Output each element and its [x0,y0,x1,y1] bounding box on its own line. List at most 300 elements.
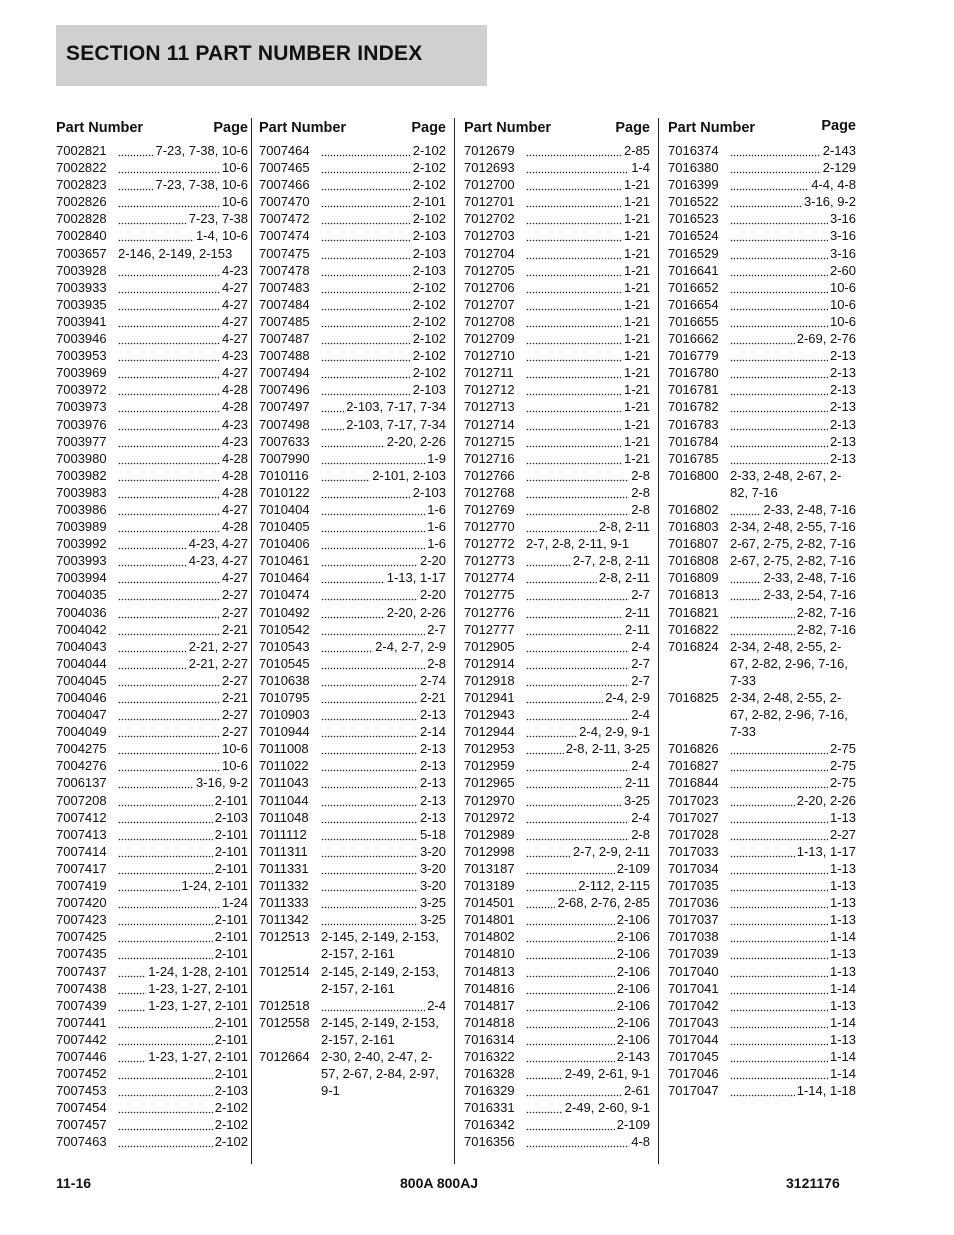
index-entry [464,416,650,433]
part-number: 7017027 [668,809,719,825]
page-refs: 2-103, 7-17, 7-34 [321,416,446,433]
part-number: 7017035 [668,878,719,894]
page-heading: Page [411,120,446,136]
index-entry [464,757,650,774]
part-number: 7017036 [668,895,719,911]
index-entry [464,826,650,843]
part-number: 7003977 [56,433,107,449]
index-entry [56,1133,248,1150]
part-number-heading: Part Number [259,120,347,136]
page-refs: 2-33, 2-54, 7-16 [730,586,856,603]
part-number: 7011332 [259,878,309,894]
index-entry [464,774,650,791]
page-refs: 2-33, 2-48, 7-16 [730,501,856,518]
page-refs: 2-13 [321,774,446,791]
part-number: 7012953 [464,741,515,757]
part-number: 7003657 [56,245,107,261]
part-number: 7011044 [259,792,309,808]
part-number: 7012998 [464,843,515,859]
index-entry [56,518,248,535]
index-entry [56,911,248,928]
index-entry [668,757,856,774]
index-entry [259,416,446,433]
page-refs: 2-106 [526,945,650,962]
part-number: 7016780 [668,365,719,381]
page-refs: 10-6 [118,757,248,774]
page-refs: 4-28 [118,450,248,467]
page-refs: 4-27 [118,296,248,313]
index-entry [668,262,856,279]
index-entry [56,1065,248,1082]
page-refs: 2-103 [118,1082,248,1099]
index-entry [56,569,248,586]
page-refs: 2-4 [526,809,650,826]
index-entry [668,347,856,364]
page-refs: 2-8 [526,826,650,843]
part-number: 7012777 [464,621,515,637]
part-number: 7012943 [464,707,515,723]
page-refs: 2-8 [321,655,446,672]
section-header [56,25,487,86]
part-number: 7017037 [668,912,719,928]
index-entry [668,638,856,689]
column-divider [658,118,659,1164]
page-refs: 3-20 [321,843,446,860]
index-entry [259,569,446,586]
page-refs: 2-13 [730,416,856,433]
part-number: 7007484 [259,296,310,312]
part-number: 7011048 [259,809,309,825]
index-entry [56,433,248,450]
index-entry [259,586,446,603]
part-number: 7010404 [259,501,310,517]
index-entry [259,142,446,159]
index-entry [464,1082,650,1099]
page-refs: 2-20, 2-26 [321,604,446,621]
part-number: 7016529 [668,245,719,261]
index-entry [668,604,856,621]
page-refs: 1-13 [730,997,856,1014]
page-refs: 1-21 [526,347,650,364]
part-number: 7012712 [464,382,515,398]
index-entry [464,877,650,894]
part-number: 7012710 [464,348,515,364]
page-refs: 1-21 [526,210,650,227]
index-entry [259,398,446,415]
index-entry [259,706,446,723]
page-refs: 1-14 [730,1014,856,1031]
index-entry [668,450,856,467]
page-refs: 2-102 [321,279,446,296]
part-number: 7012914 [464,655,515,671]
part-number: 7014816 [464,980,515,996]
part-number: 7003986 [56,501,107,517]
index-entry [56,843,248,860]
page-refs: 2-102 [321,176,446,193]
part-number: 7010464 [259,570,310,586]
index-entry [56,262,248,279]
part-number: 7012941 [464,690,515,705]
index-entry [668,997,856,1014]
column-divider [454,118,455,1164]
page-refs: 4-27 [118,364,248,381]
part-number: 7007485 [259,313,310,329]
part-number: 7014817 [464,997,515,1013]
page-refs: 2-67, 2-75, 2-82, 7-16 [730,553,856,569]
index-entry [56,928,248,945]
page-refs: 2-102 [321,296,446,313]
part-number: 7016803 [668,519,719,535]
page-refs: 1-21 [526,296,650,313]
part-number: 7016380 [668,160,719,176]
index-entry [259,740,446,757]
part-number: 7004036 [56,604,107,620]
page-refs: 2-13 [321,757,446,774]
index-rows [259,142,446,1099]
index-entry [668,1031,856,1048]
footer-model: 800A 800AJ [400,1175,479,1191]
page-refs: 2-109 [526,860,650,877]
part-number-heading: Part Number [56,120,144,136]
page-refs: 1-13 [730,1031,856,1048]
page-refs: 2-106 [526,928,650,945]
page-refs: 2-106 [526,997,650,1014]
part-number: 7014810 [464,946,515,962]
part-number: 7012513 [259,929,310,945]
index-entry [259,245,446,262]
footer-page-number: 11-16 [56,1175,92,1191]
index-entry [259,279,446,296]
index-entry [668,398,856,415]
page-refs: 1-13 [730,860,856,877]
page-refs: 1-24, 2-101 [118,877,248,894]
page-refs: 2-103 [321,245,446,262]
page-refs: 1-13 [730,809,856,826]
part-number: 7011333 [259,895,309,911]
index-entry [56,398,248,415]
index-entry [259,1048,446,1099]
part-number: 7010542 [259,621,310,637]
part-number: 7016813 [668,587,719,603]
index-entry [464,1031,650,1048]
page-refs: 2-8, 2-11 [526,569,650,586]
index-entry [259,843,446,860]
part-number: 7007208 [56,792,107,808]
part-number: 7017039 [668,946,719,962]
column-header [259,118,446,142]
index-entry [464,963,650,980]
page-refs: 2-27 [118,706,248,723]
part-number: 7016522 [668,194,719,210]
index-entry [56,689,248,706]
page-refs: 2-60 [730,262,856,279]
page-refs: 2-61 [526,1082,650,1099]
page-refs: 2-13 [321,740,446,757]
index-entry [259,1014,446,1048]
page-refs: 2-68, 2-76, 2-85 [526,894,650,911]
page-refs: 2-101 [118,1065,248,1082]
page-refs: 2-109 [526,1116,650,1133]
footer-doc-number: 3121176 [786,1175,840,1191]
part-number: 7003933 [56,279,107,295]
part-number: 7016784 [668,433,719,449]
part-number: 7003935 [56,296,107,312]
part-number: 7007466 [259,177,310,193]
page-refs: 10-6 [118,159,248,176]
page-refs: 1-9 [321,450,446,467]
index-entry [56,416,248,433]
page-refs: 2-103 [321,381,446,398]
page-refs: 1-6 [321,535,446,552]
page-refs: 2-82, 7-16 [730,604,856,621]
part-number: 7012514 [259,963,310,979]
part-number: 7017045 [668,1048,719,1064]
page-refs: 10-6 [118,740,248,757]
page-refs: 1-21 [526,193,650,210]
index-entry [56,364,248,381]
page-refs: 2-27 [730,826,856,843]
page-refs: 2-7 [321,621,446,638]
index-entry [56,1082,248,1099]
index-entry [668,330,856,347]
page-refs: 7-23, 7-38, 10-6 [118,176,248,193]
index-entry [464,928,650,945]
index-entry [464,279,650,296]
page-refs: 3-25 [321,911,446,928]
page-refs: 2-7 [526,655,650,672]
index-entry [464,364,650,381]
page-refs: 2-85 [526,142,650,159]
part-number: 7010461 [259,553,310,569]
index-entry [668,877,856,894]
part-number: 7002823 [56,177,107,193]
index-entry [668,381,856,398]
page-refs: 10-6 [730,279,856,296]
index-entry [464,672,650,689]
page-refs: 2-13 [730,381,856,398]
part-number: 7012905 [464,638,515,654]
index-entry [464,1048,650,1065]
page-refs: 1-23, 1-27, 2-101 [118,1048,248,1065]
index-entry [464,723,650,740]
page-refs: 2-106 [526,980,650,997]
part-number: 7011112 [259,826,307,842]
index-entry [668,826,856,843]
part-number: 7012713 [464,399,515,415]
part-number: 7013187 [464,860,515,876]
index-entry [259,262,446,279]
page-refs: 2-102 [321,313,446,330]
part-number: 7012970 [464,792,515,808]
page-refs: 1-6 [321,501,446,518]
index-entry [259,313,446,330]
part-number: 7003953 [56,348,107,364]
index-entry [259,792,446,809]
part-number: 7010405 [259,519,310,535]
part-number: 7012716 [464,450,515,466]
page-refs: 4-28 [118,467,248,484]
index-entry [56,450,248,467]
part-number: 7016652 [668,279,719,295]
part-number: 7003928 [56,262,107,278]
page-refs: 3-16, 9-2 [730,193,856,210]
page-refs: 10-6 [118,193,248,210]
page-refs: 2-101 [118,911,248,928]
part-number: 7012714 [464,416,515,432]
index-entry [668,792,856,809]
index-entry [464,1099,650,1116]
page-refs: 3-16, 9-2 [118,774,248,791]
page-refs: 2-7, 2-8, 2-11 [526,552,650,569]
part-number: 7004044 [56,655,107,671]
part-number: 7007413 [56,826,107,842]
page-refs: 1-21 [526,364,650,381]
part-number: 7003969 [56,365,107,381]
page-refs: 2-7 [526,672,650,689]
page-refs: 2-34, 2-48, 2-55, 7-16 [730,519,856,535]
index-entry [259,757,446,774]
part-number: 7017043 [668,1014,719,1030]
index-entry [668,621,856,638]
page-refs: 1-14, 1-18 [730,1082,856,1099]
index-entry [56,193,248,210]
part-number: 7017044 [668,1031,719,1047]
page-refs: 2-101 [118,826,248,843]
index-entry [668,552,856,569]
page-refs: 4-23 [118,262,248,279]
part-number: 7012700 [464,177,515,193]
index-entry [56,176,248,193]
part-number: 7017042 [668,997,719,1013]
index-entry [56,552,248,569]
index-entry [668,142,856,159]
part-number: 7012558 [259,1014,310,1030]
index-entry [464,518,650,535]
part-number: 7004275 [56,741,107,757]
page-refs: 2-101 [118,1014,248,1031]
page-refs: 2-101 [118,843,248,860]
part-number: 7014813 [464,963,515,979]
part-number: 7016331 [464,1100,515,1116]
index-entry [56,586,248,603]
index-entry [464,347,650,364]
index-entry [259,877,446,894]
page-refs: 4-23 [118,347,248,364]
index-entry [259,227,446,244]
index-entry [56,740,248,757]
index-entry [259,860,446,877]
index-entry [464,586,650,603]
index-entry [464,843,650,860]
part-number: 7011311 [259,843,308,859]
index-entry [259,723,446,740]
part-number: 7003941 [56,313,107,329]
index-entry [259,518,446,535]
part-number: 7012772 [464,536,515,552]
part-number: 7007423 [56,912,107,928]
index-entry [259,655,446,672]
page-refs: 2-102 [321,210,446,227]
index-entry [56,638,248,655]
part-number: 7016782 [668,399,719,415]
page-refs: 2-7, 2-8, 2-11, 9-1 [526,536,630,552]
part-number: 7012776 [464,604,515,620]
page-refs: 1-13, 1-17 [321,569,446,586]
page-refs: 2-49, 2-61, 9-1 [526,1065,650,1082]
page-refs: 1-4 [526,159,650,176]
index-entry [56,279,248,296]
part-number: 7003946 [56,331,107,347]
index-entry [668,809,856,826]
page-refs: 1-14 [730,928,856,945]
page-refs: 3-20 [321,860,446,877]
index-entry [464,484,650,501]
part-number: 7002821 [56,143,107,158]
part-number: 7007463 [56,1134,107,1150]
page-refs: 2-4, 2-9, 9-1 [526,723,650,740]
page-refs: 1-21 [526,450,650,467]
page-refs: 2-4 [526,706,650,723]
page-refs: 2-103 [118,809,248,826]
part-number: 7007990 [259,450,310,466]
index-entry [668,364,856,381]
part-number: 7016826 [668,741,719,757]
part-number: 7004046 [56,690,107,705]
page-refs: 2-103 [321,227,446,244]
index-entry [259,689,446,706]
index-entry [464,689,650,706]
page-refs: 10-6 [730,313,856,330]
part-number: 7007494 [259,365,310,381]
part-number: 7007419 [56,878,107,894]
index-entry [259,638,446,655]
page-refs: 4-23, 4-27 [118,552,248,569]
part-number: 7012715 [464,433,515,449]
index-entry [259,621,446,638]
part-number: 7010543 [259,638,310,654]
index-entry [259,774,446,791]
index-entry [464,313,650,330]
part-number: 7011043 [259,775,309,791]
part-number: 7016399 [668,177,719,193]
part-number: 7012769 [464,501,515,517]
part-number: 7016779 [668,348,719,364]
page-refs: 2-103 [321,484,446,501]
page-refs: 2-4, 2-7, 2-9 [321,638,446,655]
part-number: 7012664 [259,1048,310,1064]
page-refs: 2-21 [321,689,446,706]
part-number: 7007446 [56,1048,107,1064]
page-heading: Page [615,120,650,136]
index-entry [668,518,856,535]
page-refs: 2-34, 2-48, 2-55, 2-67, 2-82, 2-96, 7-16, 7-33 [730,690,848,740]
part-number: 7007414 [56,843,107,859]
index-entry [56,655,248,672]
index-column-2 [259,118,446,1099]
page-refs: 2-30, 2-40, 2-47, 2-57, 2-67, 2-84, 2-97, 9-1 [321,1048,439,1099]
index-entry [259,552,446,569]
part-number: 7007496 [259,382,310,398]
part-number: 7010944 [259,724,310,740]
index-entry [668,843,856,860]
page-refs: 4-4, 4-8 [730,176,856,193]
index-entry [56,980,248,997]
index-entry [464,809,650,826]
page-refs: 2-102 [118,1099,248,1116]
part-number: 7002840 [56,228,107,244]
index-entry [56,227,248,244]
index-entry [668,313,856,330]
